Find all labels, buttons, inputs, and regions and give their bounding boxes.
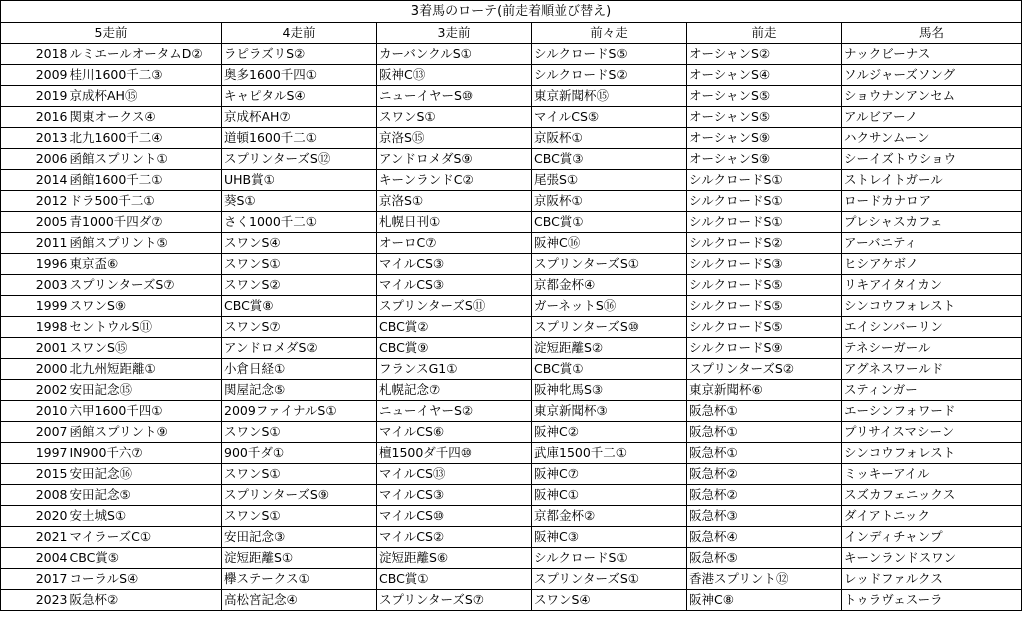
table-row — [1, 107, 1022, 128]
cell-5-races-ago: 京成杯AH⑮ — [69, 86, 222, 107]
cell-3-races-ago: 淀短距離S⑥ — [377, 548, 532, 569]
cell-previous-race: シルクロードS⑤ — [687, 317, 842, 338]
cell-4-races-ago: さく1000千二① — [222, 212, 377, 233]
cell-5-races-ago: 函館スプリント① — [69, 149, 222, 170]
cell-year: 1998 — [1, 317, 69, 338]
cell-5-races-ago: 安土城S① — [69, 506, 222, 527]
cell-previous-race: 阪急杯⑤ — [687, 548, 842, 569]
cell-previous-race: 東京新聞杯⑥ — [687, 380, 842, 401]
table-row — [1, 149, 1022, 170]
cell-2-races-ago: 京阪杯① — [532, 191, 687, 212]
cell-3-races-ago: マイルCS③ — [377, 254, 532, 275]
cell-horse-name: エーシンフォワード — [842, 401, 1022, 422]
cell-horse-name: ロードカナロア — [842, 191, 1022, 212]
cell-horse-name: ナックビーナス — [842, 44, 1022, 65]
cell-horse-name: スティンガー — [842, 380, 1022, 401]
cell-3-races-ago: スプリンターズS⑦ — [377, 590, 532, 611]
cell-year: 2011 — [1, 233, 69, 254]
cell-year: 2020 — [1, 506, 69, 527]
table-row — [1, 485, 1022, 506]
cell-5-races-ago: 東京盃⑥ — [69, 254, 222, 275]
cell-year: 2009 — [1, 65, 69, 86]
table-row — [1, 338, 1022, 359]
cell-previous-race: シルクロードS② — [687, 233, 842, 254]
cell-4-races-ago: スワンS① — [222, 422, 377, 443]
table-row — [1, 233, 1022, 254]
cell-5-races-ago: 函館スプリント⑨ — [69, 422, 222, 443]
header-5-races-ago: 5走前 — [1, 23, 222, 44]
cell-2-races-ago: スプリンターズS⑩ — [532, 317, 687, 338]
cell-4-races-ago: 道頓1600千二① — [222, 128, 377, 149]
table-row — [1, 317, 1022, 338]
cell-year: 2008 — [1, 485, 69, 506]
cell-year: 2004 — [1, 548, 69, 569]
cell-2-races-ago: 尾張S① — [532, 170, 687, 191]
table-row — [1, 65, 1022, 86]
cell-3-races-ago: マイルCS③ — [377, 485, 532, 506]
cell-horse-name: リキアイタイカン — [842, 275, 1022, 296]
title-row — [1, 1, 1022, 23]
cell-horse-name: テネシーガール — [842, 338, 1022, 359]
cell-year: 2023 — [1, 590, 69, 611]
cell-previous-race: オーシャンS⑤ — [687, 107, 842, 128]
cell-2-races-ago: 東京新聞杯③ — [532, 401, 687, 422]
cell-year: 2017 — [1, 569, 69, 590]
table-row — [1, 401, 1022, 422]
cell-4-races-ago: 安田記念③ — [222, 527, 377, 548]
table-row — [1, 548, 1022, 569]
cell-previous-race: 阪神C⑧ — [687, 590, 842, 611]
cell-3-races-ago: マイルCS⑩ — [377, 506, 532, 527]
cell-2-races-ago: 京都金杯② — [532, 506, 687, 527]
cell-4-races-ago: 淀短距離S① — [222, 548, 377, 569]
header-previous-race: 前走 — [687, 23, 842, 44]
cell-5-races-ago: 安田記念⑮ — [69, 380, 222, 401]
cell-horse-name: アルビアーノ — [842, 107, 1022, 128]
cell-previous-race: 阪急杯④ — [687, 527, 842, 548]
cell-3-races-ago: 京洛S⑮ — [377, 128, 532, 149]
cell-4-races-ago: 葵S① — [222, 191, 377, 212]
cell-horse-name: アグネスワールド — [842, 359, 1022, 380]
cell-2-races-ago: CBC賞① — [532, 359, 687, 380]
cell-previous-race: オーシャンS② — [687, 44, 842, 65]
table-row — [1, 254, 1022, 275]
cell-previous-race: シルクロードS⑤ — [687, 296, 842, 317]
cell-horse-name: ショウナンアンセム — [842, 86, 1022, 107]
cell-2-races-ago: 淀短距離S② — [532, 338, 687, 359]
table-title: 3着馬のローテ(前走着順並び替え) — [1, 1, 1022, 23]
cell-5-races-ago: 北九州短距離① — [69, 359, 222, 380]
cell-previous-race: 香港スプリント⑫ — [687, 569, 842, 590]
cell-2-races-ago: 京都金杯④ — [532, 275, 687, 296]
cell-2-races-ago: CBC賞① — [532, 212, 687, 233]
cell-2-races-ago: ガーネットS⑯ — [532, 296, 687, 317]
cell-year: 2003 — [1, 275, 69, 296]
table-row — [1, 170, 1022, 191]
cell-3-races-ago: マイルCS② — [377, 527, 532, 548]
cell-2-races-ago: CBC賞③ — [532, 149, 687, 170]
cell-3-races-ago: ニューイヤーS⑩ — [377, 86, 532, 107]
cell-2-races-ago: 阪神C① — [532, 485, 687, 506]
cell-previous-race: 阪急杯② — [687, 485, 842, 506]
cell-horse-name: プレシャスカフェ — [842, 212, 1022, 233]
cell-5-races-ago: 桂川1600千二③ — [69, 65, 222, 86]
table-row — [1, 527, 1022, 548]
cell-4-races-ago: 高松宮記念④ — [222, 590, 377, 611]
cell-previous-race: 阪急杯① — [687, 443, 842, 464]
cell-3-races-ago: 札幌日刊① — [377, 212, 532, 233]
cell-previous-race: 阪急杯① — [687, 422, 842, 443]
table-row — [1, 191, 1022, 212]
cell-year: 2007 — [1, 422, 69, 443]
cell-previous-race: シルクロードS① — [687, 170, 842, 191]
cell-5-races-ago: セントウルS⑪ — [69, 317, 222, 338]
cell-2-races-ago: 武庫1500千二① — [532, 443, 687, 464]
cell-5-races-ago: 北九1600千二④ — [69, 128, 222, 149]
cell-5-races-ago: コーラルS④ — [69, 569, 222, 590]
cell-previous-race: シルクロードS① — [687, 191, 842, 212]
cell-year: 1996 — [1, 254, 69, 275]
cell-year: 2012 — [1, 191, 69, 212]
cell-5-races-ago: 関東オークス④ — [69, 107, 222, 128]
cell-5-races-ago: マイラーズC① — [69, 527, 222, 548]
cell-previous-race: オーシャンS⑨ — [687, 149, 842, 170]
cell-year: 2021 — [1, 527, 69, 548]
cell-previous-race: オーシャンS⑨ — [687, 128, 842, 149]
cell-3-races-ago: スワンS① — [377, 107, 532, 128]
cell-previous-race: オーシャンS⑤ — [687, 86, 842, 107]
cell-horse-name: シンコウフォレスト — [842, 296, 1022, 317]
cell-horse-name: アーバニティ — [842, 233, 1022, 254]
cell-previous-race: 阪急杯③ — [687, 506, 842, 527]
cell-horse-name: キーンランドスワン — [842, 548, 1022, 569]
cell-4-races-ago: 欅ステークス① — [222, 569, 377, 590]
cell-5-races-ago: スワンS⑨ — [69, 296, 222, 317]
cell-previous-race: スプリンターズS② — [687, 359, 842, 380]
cell-3-races-ago: CBC賞⑨ — [377, 338, 532, 359]
cell-3-races-ago: オーロC⑦ — [377, 233, 532, 254]
cell-2-races-ago: 阪神C③ — [532, 527, 687, 548]
cell-5-races-ago: 函館スプリント⑤ — [69, 233, 222, 254]
cell-4-races-ago: 奥多1600千四① — [222, 65, 377, 86]
header-horse-name: 馬名 — [842, 23, 1022, 44]
cell-year: 2010 — [1, 401, 69, 422]
cell-2-races-ago: 阪神C⑯ — [532, 233, 687, 254]
cell-5-races-ago: 阪急杯② — [69, 590, 222, 611]
cell-horse-name: トゥラヴェスーラ — [842, 590, 1022, 611]
cell-2-races-ago: スプリンターズS① — [532, 254, 687, 275]
cell-3-races-ago: スプリンターズS⑪ — [377, 296, 532, 317]
cell-3-races-ago: CBC賞② — [377, 317, 532, 338]
cell-4-races-ago: スワンS② — [222, 275, 377, 296]
cell-4-races-ago: 関屋記念⑤ — [222, 380, 377, 401]
cell-year: 2016 — [1, 107, 69, 128]
cell-horse-name: エイシンバーリン — [842, 317, 1022, 338]
cell-2-races-ago: シルクロードS⑤ — [532, 44, 687, 65]
cell-horse-name: スズカフェニックス — [842, 485, 1022, 506]
cell-year: 2001 — [1, 338, 69, 359]
cell-previous-race: シルクロードS⑨ — [687, 338, 842, 359]
cell-2-races-ago: 阪神牝馬S③ — [532, 380, 687, 401]
cell-4-races-ago: CBC賞⑧ — [222, 296, 377, 317]
cell-3-races-ago: アンドロメダS⑨ — [377, 149, 532, 170]
cell-2-races-ago: スワンS④ — [532, 590, 687, 611]
cell-2-races-ago: スプリンターズS① — [532, 569, 687, 590]
cell-2-races-ago: シルクロードS② — [532, 65, 687, 86]
cell-4-races-ago: 900千ダ① — [222, 443, 377, 464]
cell-year: 2013 — [1, 128, 69, 149]
cell-5-races-ago: ルミエールオータムD② — [69, 44, 222, 65]
cell-3-races-ago: CBC賞① — [377, 569, 532, 590]
table-body — [1, 44, 1022, 611]
cell-3-races-ago: 京洛S① — [377, 191, 532, 212]
cell-4-races-ago: アンドロメダS② — [222, 338, 377, 359]
table-row — [1, 275, 1022, 296]
cell-5-races-ago: CBC賞⑤ — [69, 548, 222, 569]
cell-horse-name: インディチャンプ — [842, 527, 1022, 548]
table-row — [1, 44, 1022, 65]
cell-3-races-ago: マイルCS⑥ — [377, 422, 532, 443]
cell-4-races-ago: キャピタルS④ — [222, 86, 377, 107]
table-row — [1, 590, 1022, 611]
cell-year: 1999 — [1, 296, 69, 317]
cell-year: 2019 — [1, 86, 69, 107]
cell-4-races-ago: スワンS① — [222, 506, 377, 527]
table-row — [1, 506, 1022, 527]
cell-3-races-ago: キーンランドC② — [377, 170, 532, 191]
cell-3-races-ago: マイルCS③ — [377, 275, 532, 296]
cell-3-races-ago: 阪神C⑬ — [377, 65, 532, 86]
cell-horse-name: プリサイスマシーン — [842, 422, 1022, 443]
table-row — [1, 128, 1022, 149]
cell-4-races-ago: スワンS① — [222, 254, 377, 275]
cell-4-races-ago: スワンS⑦ — [222, 317, 377, 338]
cell-2-races-ago: 阪神C② — [532, 422, 687, 443]
cell-5-races-ago: IN900千六⑦ — [69, 443, 222, 464]
cell-3-races-ago: マイルCS⑬ — [377, 464, 532, 485]
table-row — [1, 422, 1022, 443]
cell-3-races-ago: ニューイヤーS② — [377, 401, 532, 422]
cell-5-races-ago: 青1000千四ダ⑦ — [69, 212, 222, 233]
cell-5-races-ago: スプリンターズS⑦ — [69, 275, 222, 296]
cell-previous-race: 阪急杯② — [687, 464, 842, 485]
table-row — [1, 296, 1022, 317]
cell-4-races-ago: UHB賞① — [222, 170, 377, 191]
cell-5-races-ago: 安田記念⑯ — [69, 464, 222, 485]
cell-3-races-ago: 札幌記念⑦ — [377, 380, 532, 401]
cell-previous-race: オーシャンS④ — [687, 65, 842, 86]
cell-4-races-ago: 小倉日経① — [222, 359, 377, 380]
cell-horse-name: シンコウフォレスト — [842, 443, 1022, 464]
table-row — [1, 569, 1022, 590]
header-3-races-ago: 3走前 — [377, 23, 532, 44]
cell-2-races-ago: シルクロードS① — [532, 548, 687, 569]
cell-5-races-ago: 六甲1600千四① — [69, 401, 222, 422]
cell-previous-race: シルクロードS⑤ — [687, 275, 842, 296]
cell-2-races-ago: 京阪杯① — [532, 128, 687, 149]
cell-horse-name: ヒシアケボノ — [842, 254, 1022, 275]
cell-year: 2002 — [1, 380, 69, 401]
cell-year: 2015 — [1, 464, 69, 485]
cell-horse-name: ダイアトニック — [842, 506, 1022, 527]
cell-3-races-ago: カーバンクルS① — [377, 44, 532, 65]
cell-4-races-ago: スプリンターズS⑫ — [222, 149, 377, 170]
cell-year: 1997 — [1, 443, 69, 464]
header-2-races-ago: 前々走 — [532, 23, 687, 44]
cell-2-races-ago: 東京新聞杯⑮ — [532, 86, 687, 107]
cell-2-races-ago: 阪神C⑦ — [532, 464, 687, 485]
cell-horse-name: ソルジャーズソング — [842, 65, 1022, 86]
cell-4-races-ago: スプリンターズS⑨ — [222, 485, 377, 506]
cell-4-races-ago: スワンS④ — [222, 233, 377, 254]
cell-horse-name: シーイズトウショウ — [842, 149, 1022, 170]
cell-previous-race: シルクロードS③ — [687, 254, 842, 275]
cell-5-races-ago: 函館1600千二① — [69, 170, 222, 191]
cell-horse-name: ミッキーアイル — [842, 464, 1022, 485]
cell-5-races-ago: 安田記念⑤ — [69, 485, 222, 506]
cell-4-races-ago: 2009ファイナルS① — [222, 401, 377, 422]
cell-previous-race: 阪急杯① — [687, 401, 842, 422]
table-row — [1, 359, 1022, 380]
cell-2-races-ago: マイルCS⑤ — [532, 107, 687, 128]
cell-previous-race: シルクロードS① — [687, 212, 842, 233]
cell-year: 2000 — [1, 359, 69, 380]
cell-horse-name: ストレイトガール — [842, 170, 1022, 191]
table-row — [1, 380, 1022, 401]
cell-year: 2014 — [1, 170, 69, 191]
table-row — [1, 464, 1022, 485]
cell-year: 2005 — [1, 212, 69, 233]
header-row — [1, 23, 1022, 44]
cell-5-races-ago: ドラ500千二① — [69, 191, 222, 212]
header-4-races-ago: 4走前 — [222, 23, 377, 44]
table-row — [1, 86, 1022, 107]
cell-horse-name: レッドファルクス — [842, 569, 1022, 590]
cell-3-races-ago: フランスG1① — [377, 359, 532, 380]
cell-year: 2018 — [1, 44, 69, 65]
cell-year: 2006 — [1, 149, 69, 170]
cell-3-races-ago: 檀1500ダ千四⑩ — [377, 443, 532, 464]
table-row — [1, 212, 1022, 233]
cell-4-races-ago: 京成杯AH⑦ — [222, 107, 377, 128]
table-row — [1, 443, 1022, 464]
cell-4-races-ago: ラピラズリS② — [222, 44, 377, 65]
cell-5-races-ago: スワンS⑮ — [69, 338, 222, 359]
cell-horse-name: ハクサンムーン — [842, 128, 1022, 149]
cell-4-races-ago: スワンS① — [222, 464, 377, 485]
